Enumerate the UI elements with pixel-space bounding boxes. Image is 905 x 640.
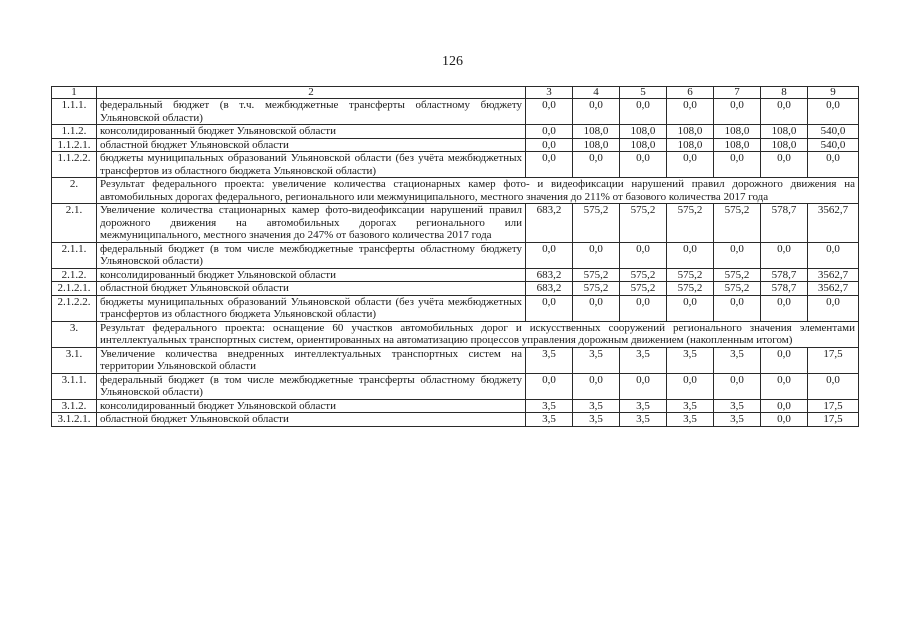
- row-value: 0,0: [761, 242, 808, 268]
- table-row: [52, 347, 859, 373]
- row-value: 0,0: [573, 242, 620, 268]
- row-value: 0,0: [526, 138, 573, 152]
- row-value: 575,2: [620, 282, 667, 296]
- row-value: 0,0: [761, 399, 808, 413]
- row-description: областной бюджет Ульяновской области: [97, 413, 526, 427]
- column-header: 4: [573, 87, 620, 99]
- row-value: 0,0: [808, 152, 859, 178]
- row-value: 0,0: [573, 373, 620, 399]
- table-row: [52, 152, 859, 178]
- row-value: 575,2: [714, 282, 761, 296]
- row-description: федеральный бюджет (в том числе межбюджетные трансферты областному бюджету Ульяновской области): [97, 373, 526, 399]
- row-description: федеральный бюджет (в том числе межбюджетные трансферты областному бюджету Ульяновской области): [97, 242, 526, 268]
- row-value: 0,0: [667, 99, 714, 125]
- row-value: 108,0: [667, 125, 714, 139]
- budget-table: [51, 86, 859, 427]
- row-value: 108,0: [761, 125, 808, 139]
- row-value: 3562,7: [808, 204, 859, 243]
- row-description: областной бюджет Ульяновской области: [97, 138, 526, 152]
- row-value: 0,0: [526, 99, 573, 125]
- row-value: 0,0: [667, 373, 714, 399]
- row-value: 3,5: [714, 413, 761, 427]
- table-row: [52, 125, 859, 139]
- row-value: 3,5: [620, 413, 667, 427]
- table-row: [52, 268, 859, 282]
- row-value: 0,0: [573, 295, 620, 321]
- row-description: бюджеты муниципальных образований Ульяновской области (без учёта межбюджетных трансфертов из областного бюджета Ульяновской области): [97, 152, 526, 178]
- row-value: 0,0: [808, 99, 859, 125]
- row-value: 3,5: [667, 413, 714, 427]
- row-value: 0,0: [620, 242, 667, 268]
- row-code: 2.1.2.2.: [52, 295, 97, 321]
- column-header: 7: [714, 87, 761, 99]
- row-value: 3,5: [620, 347, 667, 373]
- row-value: 0,0: [526, 373, 573, 399]
- row-value: 0,0: [761, 295, 808, 321]
- row-value: 575,2: [573, 282, 620, 296]
- row-value: 575,2: [714, 268, 761, 282]
- row-value: 108,0: [667, 138, 714, 152]
- row-value: 3562,7: [808, 268, 859, 282]
- row-value: 17,5: [808, 399, 859, 413]
- row-value: 108,0: [620, 138, 667, 152]
- row-code: 3.: [52, 321, 97, 347]
- row-value: 0,0: [808, 295, 859, 321]
- row-value: 0,0: [573, 152, 620, 178]
- row-value: 575,2: [667, 282, 714, 296]
- row-code: 2.1.2.1.: [52, 282, 97, 296]
- column-header: 5: [620, 87, 667, 99]
- row-value: 17,5: [808, 347, 859, 373]
- row-value: 3,5: [526, 399, 573, 413]
- row-value: 575,2: [620, 268, 667, 282]
- row-value: 3,5: [667, 399, 714, 413]
- row-code: 2.1.2.: [52, 268, 97, 282]
- row-value: 0,0: [620, 373, 667, 399]
- row-value: 540,0: [808, 125, 859, 139]
- row-value: 575,2: [667, 268, 714, 282]
- row-code: 2.1.: [52, 204, 97, 243]
- row-code: 1.1.2.: [52, 125, 97, 139]
- row-value: 17,5: [808, 413, 859, 427]
- row-value: 3,5: [667, 347, 714, 373]
- row-value: 0,0: [714, 373, 761, 399]
- row-value: 540,0: [808, 138, 859, 152]
- row-description: Увеличение количества внедренных интеллектуальных транспортных систем на территории Ульяновской области: [97, 347, 526, 373]
- row-value: 0,0: [761, 413, 808, 427]
- row-value: 683,2: [526, 204, 573, 243]
- row-value: 578,7: [761, 268, 808, 282]
- row-value: 3,5: [714, 347, 761, 373]
- table-row: [52, 204, 859, 243]
- row-value: 575,2: [573, 204, 620, 243]
- row-description: Результат федерального проекта: увеличение количества стационарных камер фото- и видеофиксации нарушений правил дорожного движения на автомобильных дорогах федерального, регионального или межмуниципального, местного значения до 211% от базового количества 2017 года: [97, 178, 859, 204]
- row-value: 108,0: [573, 138, 620, 152]
- row-description: Увеличение количества стационарных камер фото-видеофиксации нарушений правил дорожного движения на автомобильных дорогах регионального или межмуниципального, местного значения до 247% от базового количества 2017 года: [97, 204, 526, 243]
- row-value: 3,5: [714, 399, 761, 413]
- row-code: 2.1.1.: [52, 242, 97, 268]
- header-row: [52, 87, 859, 99]
- row-value: 575,2: [573, 268, 620, 282]
- row-description: областной бюджет Ульяновской области: [97, 282, 526, 296]
- table-row: [52, 99, 859, 125]
- row-value: 0,0: [667, 152, 714, 178]
- table-row: [52, 413, 859, 427]
- row-value: 0,0: [761, 152, 808, 178]
- column-header: 9: [808, 87, 859, 99]
- row-value: 0,0: [714, 295, 761, 321]
- row-code: 1.1.2.1.: [52, 138, 97, 152]
- row-value: 0,0: [808, 373, 859, 399]
- row-value: 575,2: [620, 204, 667, 243]
- table-row: [52, 321, 859, 347]
- row-value: 0,0: [620, 152, 667, 178]
- row-value: 108,0: [620, 125, 667, 139]
- row-value: 0,0: [808, 242, 859, 268]
- row-value: 0,0: [620, 295, 667, 321]
- row-value: 108,0: [714, 125, 761, 139]
- row-value: 108,0: [761, 138, 808, 152]
- row-value: 0,0: [620, 99, 667, 125]
- column-header: 3: [526, 87, 573, 99]
- row-code: 3.1.2.1.: [52, 413, 97, 427]
- table-body: [52, 99, 859, 427]
- row-value: 575,2: [667, 204, 714, 243]
- row-value: 0,0: [526, 152, 573, 178]
- row-description: федеральный бюджет (в т.ч. межбюджетные трансферты областному бюджету Ульяновской области): [97, 99, 526, 125]
- row-code: 3.1.2.: [52, 399, 97, 413]
- column-header: 8: [761, 87, 808, 99]
- row-code: 1.1.2.2.: [52, 152, 97, 178]
- row-value: 3,5: [620, 399, 667, 413]
- row-value: 0,0: [761, 347, 808, 373]
- table-row: [52, 138, 859, 152]
- row-value: 683,2: [526, 282, 573, 296]
- row-description: консолидированный бюджет Ульяновской области: [97, 399, 526, 413]
- row-code: 3.1.: [52, 347, 97, 373]
- table-row: [52, 399, 859, 413]
- page-number: 126: [442, 54, 463, 69]
- row-value: 575,2: [714, 204, 761, 243]
- row-code: 3.1.1.: [52, 373, 97, 399]
- table-row: [52, 373, 859, 399]
- table-row: [52, 282, 859, 296]
- row-value: 0,0: [761, 99, 808, 125]
- table-row: [52, 295, 859, 321]
- table-row: [52, 242, 859, 268]
- row-value: 0,0: [714, 152, 761, 178]
- row-value: 108,0: [573, 125, 620, 139]
- row-value: 0,0: [526, 242, 573, 268]
- row-value: 3,5: [526, 347, 573, 373]
- row-value: 0,0: [761, 373, 808, 399]
- row-value: 108,0: [714, 138, 761, 152]
- row-value: 578,7: [761, 204, 808, 243]
- row-value: 0,0: [526, 295, 573, 321]
- row-description: консолидированный бюджет Ульяновской области: [97, 125, 526, 139]
- row-value: 578,7: [761, 282, 808, 296]
- row-value: 0,0: [667, 242, 714, 268]
- row-code: 2.: [52, 178, 97, 204]
- row-value: 3,5: [573, 413, 620, 427]
- column-header: 6: [667, 87, 714, 99]
- row-description: консолидированный бюджет Ульяновской области: [97, 268, 526, 282]
- column-header: 2: [97, 87, 526, 99]
- row-value: 0,0: [573, 99, 620, 125]
- column-header: 1: [52, 87, 97, 99]
- table-row: [52, 178, 859, 204]
- row-value: 683,2: [526, 268, 573, 282]
- row-value: 0,0: [714, 99, 761, 125]
- row-value: 3,5: [573, 347, 620, 373]
- row-description: бюджеты муниципальных образований Ульяновской области (без учёта межбюджетных трансфертов из областного бюджета Ульяновской области): [97, 295, 526, 321]
- row-value: 0,0: [714, 242, 761, 268]
- row-value: 0,0: [526, 125, 573, 139]
- row-description: Результат федерального проекта: оснащение 60 участков автомобильных дорог и искусственных сооружений регионального значения элементами интеллектуальных транспортных систем, ориентированных на автоматизацию процессов управления дорожным движением (накопленным итогом): [97, 321, 859, 347]
- row-code: 1.1.1.: [52, 99, 97, 125]
- row-value: 0,0: [667, 295, 714, 321]
- row-value: 3,5: [573, 399, 620, 413]
- row-value: 3562,7: [808, 282, 859, 296]
- row-value: 3,5: [526, 413, 573, 427]
